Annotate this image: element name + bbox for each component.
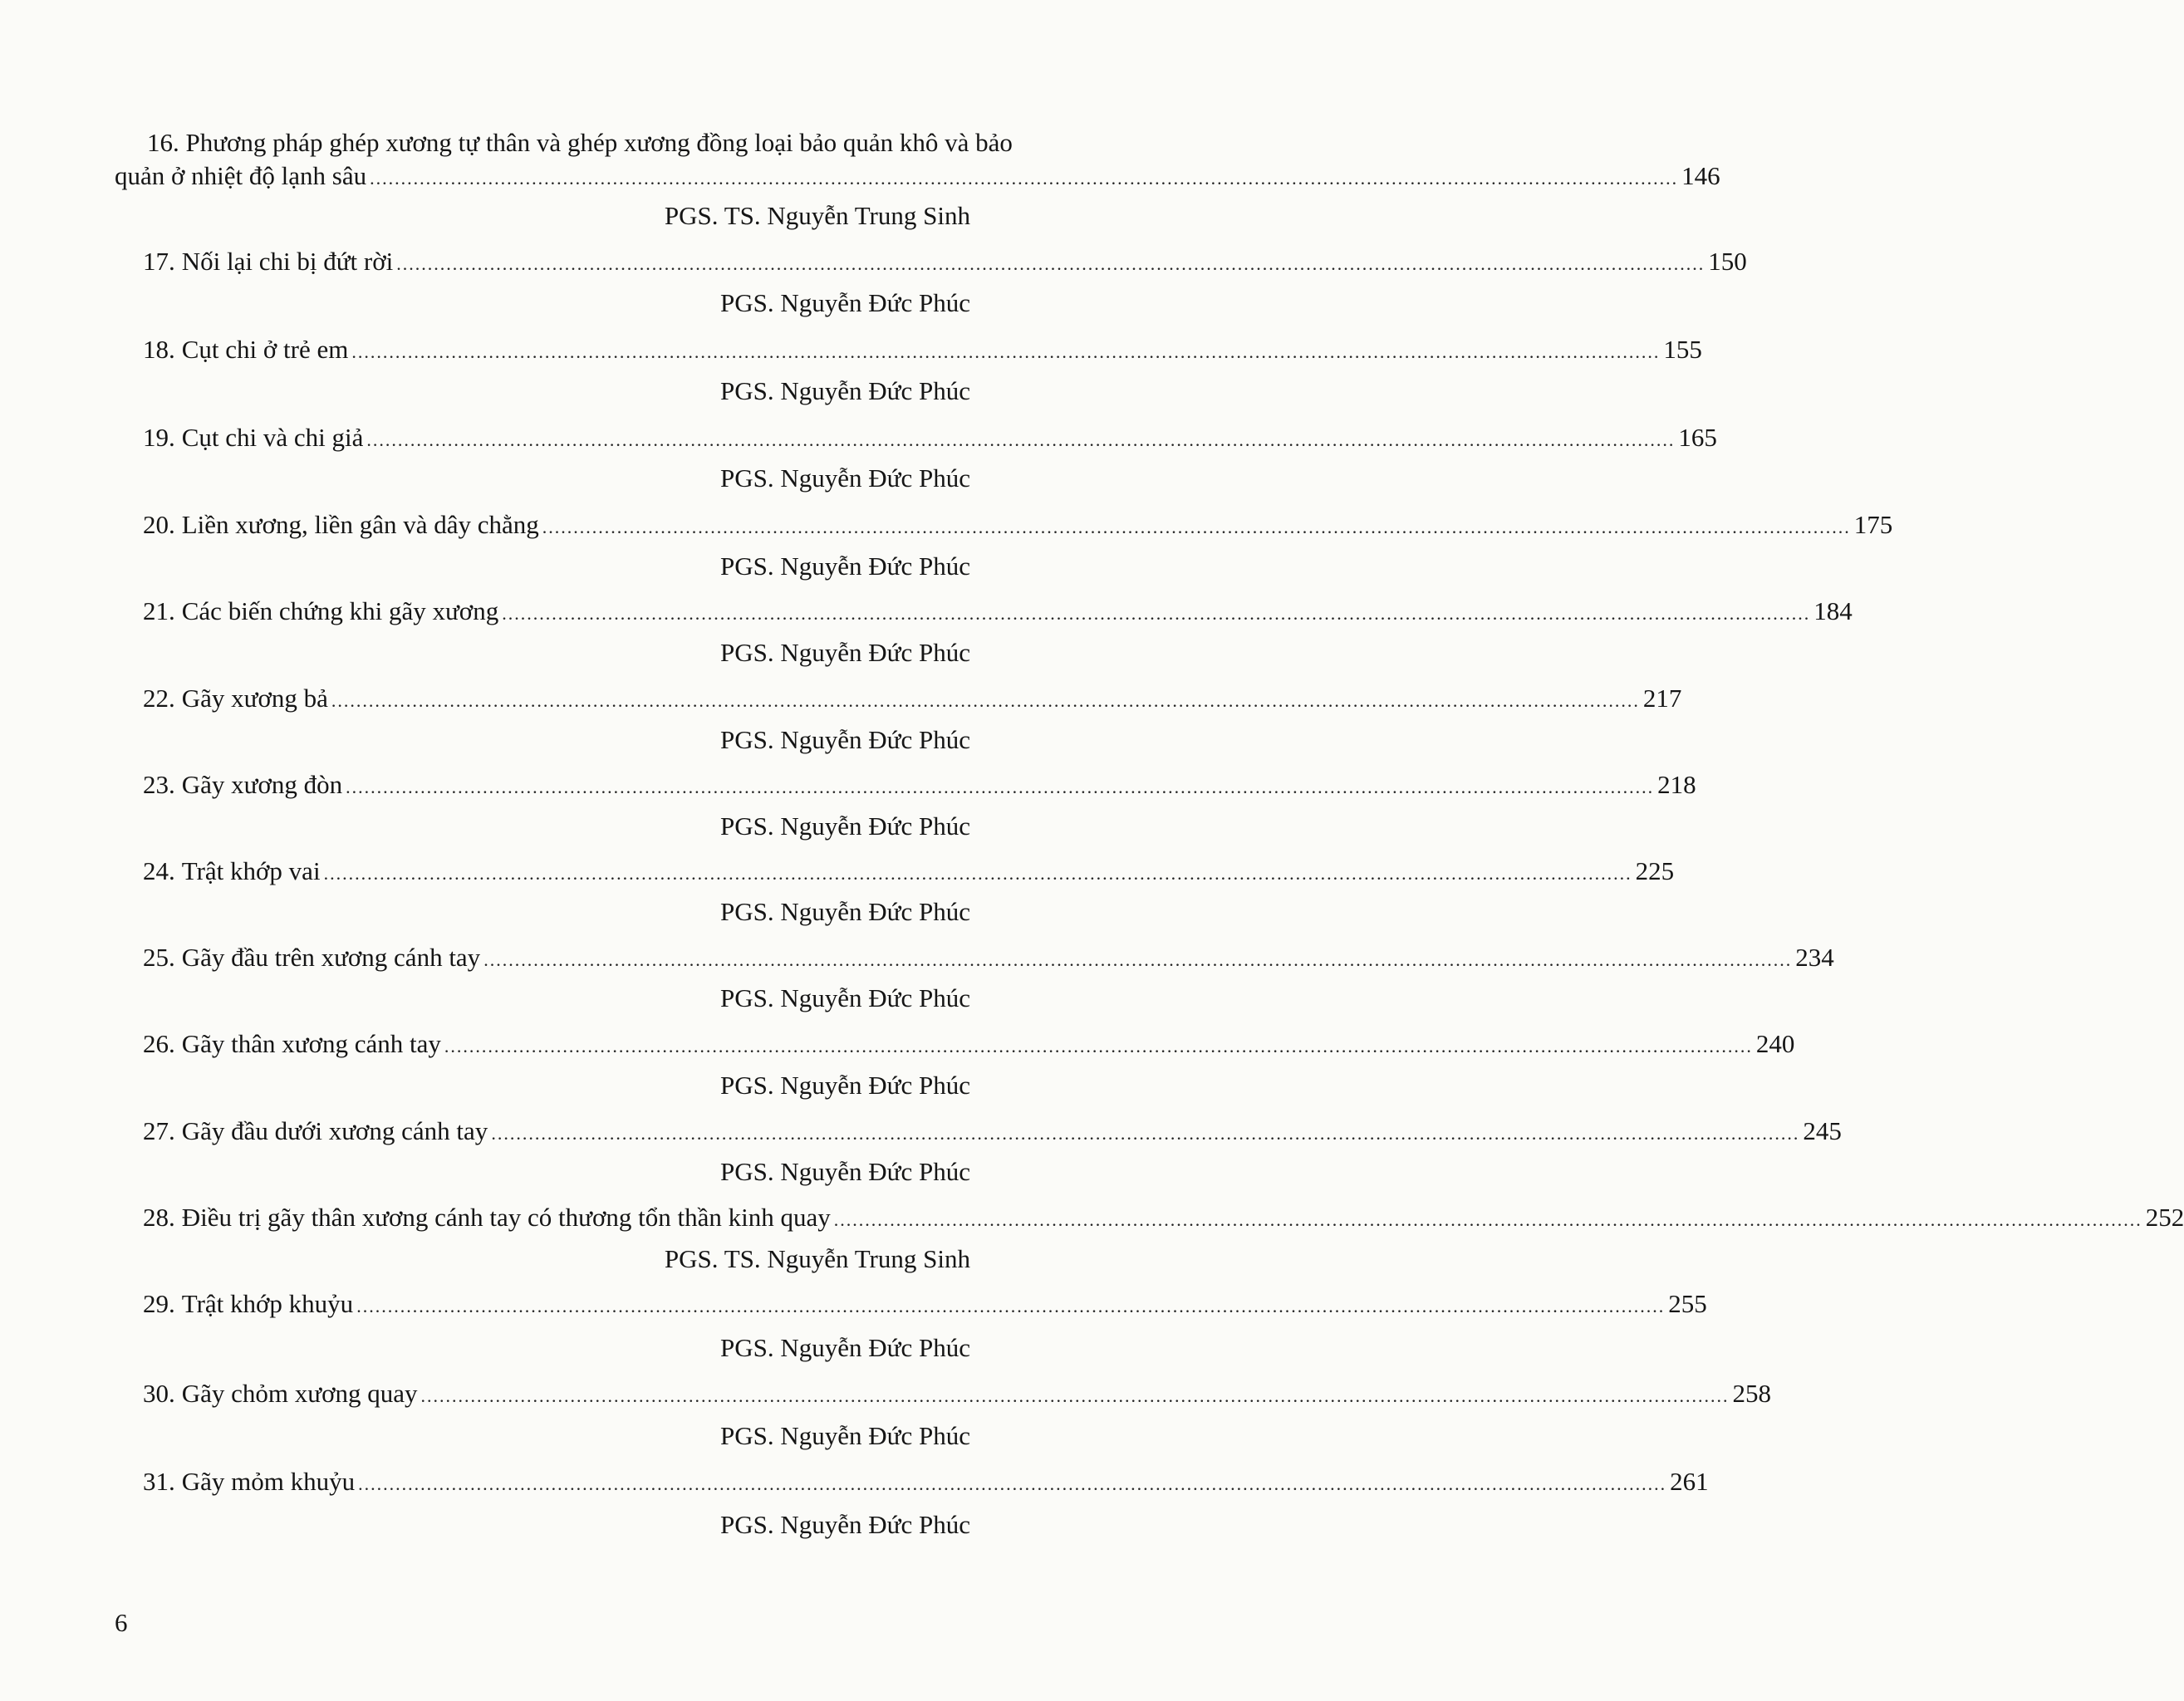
entry-page: 184 — [1813, 596, 1853, 625]
toc-entry-31[interactable] — [143, 1465, 1709, 1501]
entry-author: PGS. Nguyễn Đức Phúc — [720, 983, 970, 1012]
entry-title: Gãy xương bả — [181, 684, 328, 713]
entry-title: Nối lại chi bị đứt rời — [181, 247, 394, 276]
entry-page: 217 — [1642, 684, 1682, 713]
leader-dots: .................................................................................................................................................................................................................. — [833, 1209, 2142, 1230]
entry-page: 258 — [1732, 1379, 1771, 1408]
entry-number: 30. — [143, 1379, 175, 1408]
entry-page: 225 — [1635, 856, 1675, 885]
entry-page: 252 — [2145, 1203, 2184, 1232]
entry-number: 29. — [143, 1289, 175, 1318]
leader-dots: .................................................................................................................................................................................................................. — [420, 1385, 1730, 1406]
entry-page: 155 — [1663, 335, 1702, 364]
leader-dots: .................................................................................................................................................................................................................. — [358, 1473, 1667, 1494]
toc-entry-28[interactable] — [143, 1201, 2184, 1237]
entry-number: 25. — [143, 943, 175, 972]
entry-author: PGS. Nguyễn Đức Phúc — [720, 1333, 970, 1362]
entry-number: 19. — [143, 423, 175, 452]
leader-dots: .................................................................................................................................................................................................................. — [346, 777, 1655, 797]
entry-title: Liền xương, liền gân và dây chằng — [181, 510, 539, 539]
entry-number: 31. — [143, 1467, 175, 1496]
toc-entry-24[interactable] — [143, 855, 1675, 890]
entry-page: 146 — [1681, 161, 1720, 190]
entry-page: 175 — [1853, 510, 1893, 539]
entry-title: quản ở nhiệt độ lạnh sâu — [115, 161, 367, 190]
toc-entry-17[interactable] — [143, 245, 1747, 281]
entry-title: Điều trị gãy thân xương cánh tay có thương tổn thần kinh quay — [181, 1203, 831, 1232]
toc-entry-30[interactable] — [143, 1377, 1771, 1413]
entry-author: PGS. Nguyễn Đức Phúc — [720, 551, 970, 581]
entry-number: 17. — [143, 247, 175, 276]
entry-author: PGS. Nguyễn Đức Phúc — [720, 376, 970, 405]
entry-page: 261 — [1670, 1467, 1709, 1496]
leader-dots: .................................................................................................................................................................................................................. — [356, 1296, 1666, 1316]
entry-title: Trật khớp vai — [181, 856, 321, 885]
toc-entry-23[interactable] — [143, 768, 1696, 804]
entry-number: 18. — [143, 335, 175, 364]
entry-number: 21. — [143, 596, 175, 625]
toc-entry-25[interactable] — [143, 941, 1834, 977]
entry-page: 165 — [1678, 423, 1717, 452]
entry-page: 240 — [1755, 1029, 1795, 1058]
leader-dots: .................................................................................................................................................................................................................. — [483, 949, 1793, 970]
entry-title: Gãy mỏm khuỷu — [181, 1467, 356, 1496]
entry-title: Gãy xương đòn — [181, 770, 343, 799]
entry-author: PGS. Nguyễn Đức Phúc — [720, 638, 970, 667]
entry-title: Các biến chứng khi gãy xương — [181, 596, 499, 625]
leader-dots: .................................................................................................................................................................................................................. — [396, 253, 1705, 274]
leader-dots: .................................................................................................................................................................................................................. — [444, 1036, 1753, 1056]
entry-number: 16. — [147, 128, 179, 157]
entry-author: PGS. Nguyễn Đức Phúc — [720, 725, 970, 754]
entry-number: 22. — [143, 684, 175, 713]
entry-page: 218 — [1657, 770, 1696, 799]
entry-number: 26. — [143, 1029, 175, 1058]
entry-title: Gãy chỏm xương quay — [181, 1379, 418, 1408]
page-number: 6 — [115, 1608, 128, 1637]
leader-dots: .................................................................................................................................................................................................................. — [331, 690, 1640, 711]
leader-dots: .................................................................................................................................................................................................................. — [502, 603, 1811, 624]
entry-page: 255 — [1668, 1289, 1707, 1318]
entry-page: 150 — [1708, 247, 1747, 276]
toc-entry-16-title-line1 — [147, 126, 1039, 159]
entry-number: 24. — [143, 856, 175, 885]
entry-title: Gãy thân xương cánh tay — [181, 1029, 441, 1058]
leader-dots: .................................................................................................................................................................................................................. — [366, 429, 1676, 450]
entry-title: Cụt chi ở trẻ em — [181, 335, 349, 364]
entry-number: 23. — [143, 770, 175, 799]
entry-page: 245 — [1803, 1116, 1842, 1145]
leader-dots: .................................................................................................................................................................................................................. — [491, 1123, 1800, 1144]
entry-title: Trật khớp khuỷu — [181, 1289, 354, 1318]
leader-dots: .................................................................................................................................................................................................................. — [323, 863, 1632, 884]
entry-author: PGS. Nguyễn Đức Phúc — [720, 288, 970, 317]
entry-author: PGS. Nguyễn Đức Phúc — [720, 463, 970, 493]
leader-dots: .................................................................................................................................................................................................................. — [542, 517, 1851, 537]
entry-author: PGS. Nguyễn Đức Phúc — [720, 811, 970, 841]
entry-number: 20. — [143, 510, 175, 539]
entry-author: PGS. Nguyễn Đức Phúc — [720, 1421, 970, 1450]
entry-author: PGS. Nguyễn Đức Phúc — [720, 897, 970, 926]
entry-number: 28. — [143, 1203, 175, 1232]
leader-dots: .................................................................................................................................................................................................................. — [351, 341, 1661, 362]
entry-author: PGS. TS. Nguyễn Trung Sinh — [664, 1244, 970, 1273]
toc-entry-19[interactable] — [143, 421, 1717, 457]
entry-page: 234 — [1795, 943, 1834, 972]
toc-entry-21[interactable] — [143, 595, 1853, 630]
entry-number: 27. — [143, 1116, 175, 1145]
toc-entry-29[interactable] — [143, 1287, 1707, 1323]
toc-entry-16[interactable] — [115, 159, 1720, 195]
toc-entry-27[interactable] — [143, 1115, 1842, 1150]
entry-title-line1: Phương pháp ghép xương tự thân và ghép xương đồng loại bảo quản khô và bảo — [185, 128, 1013, 157]
leader-dots: .................................................................................................................................................................................................................. — [370, 168, 1679, 189]
entry-author: PGS. Nguyễn Đức Phúc — [720, 1071, 970, 1100]
toc-entry-26[interactable] — [143, 1027, 1795, 1063]
toc-entry-18[interactable] — [143, 333, 1702, 369]
entry-title: Gãy đầu trên xương cánh tay — [181, 943, 481, 972]
entry-title: Cụt chi và chi giả — [181, 423, 364, 452]
toc-entry-22[interactable] — [143, 682, 1682, 718]
toc-entry-20[interactable] — [143, 508, 1893, 544]
entry-author: PGS. Nguyễn Đức Phúc — [720, 1157, 970, 1186]
entry-title: Gãy đầu dưới xương cánh tay — [181, 1116, 488, 1145]
entry-author: PGS. TS. Nguyễn Trung Sinh — [664, 201, 970, 230]
entry-author: PGS. Nguyễn Đức Phúc — [720, 1510, 970, 1539]
